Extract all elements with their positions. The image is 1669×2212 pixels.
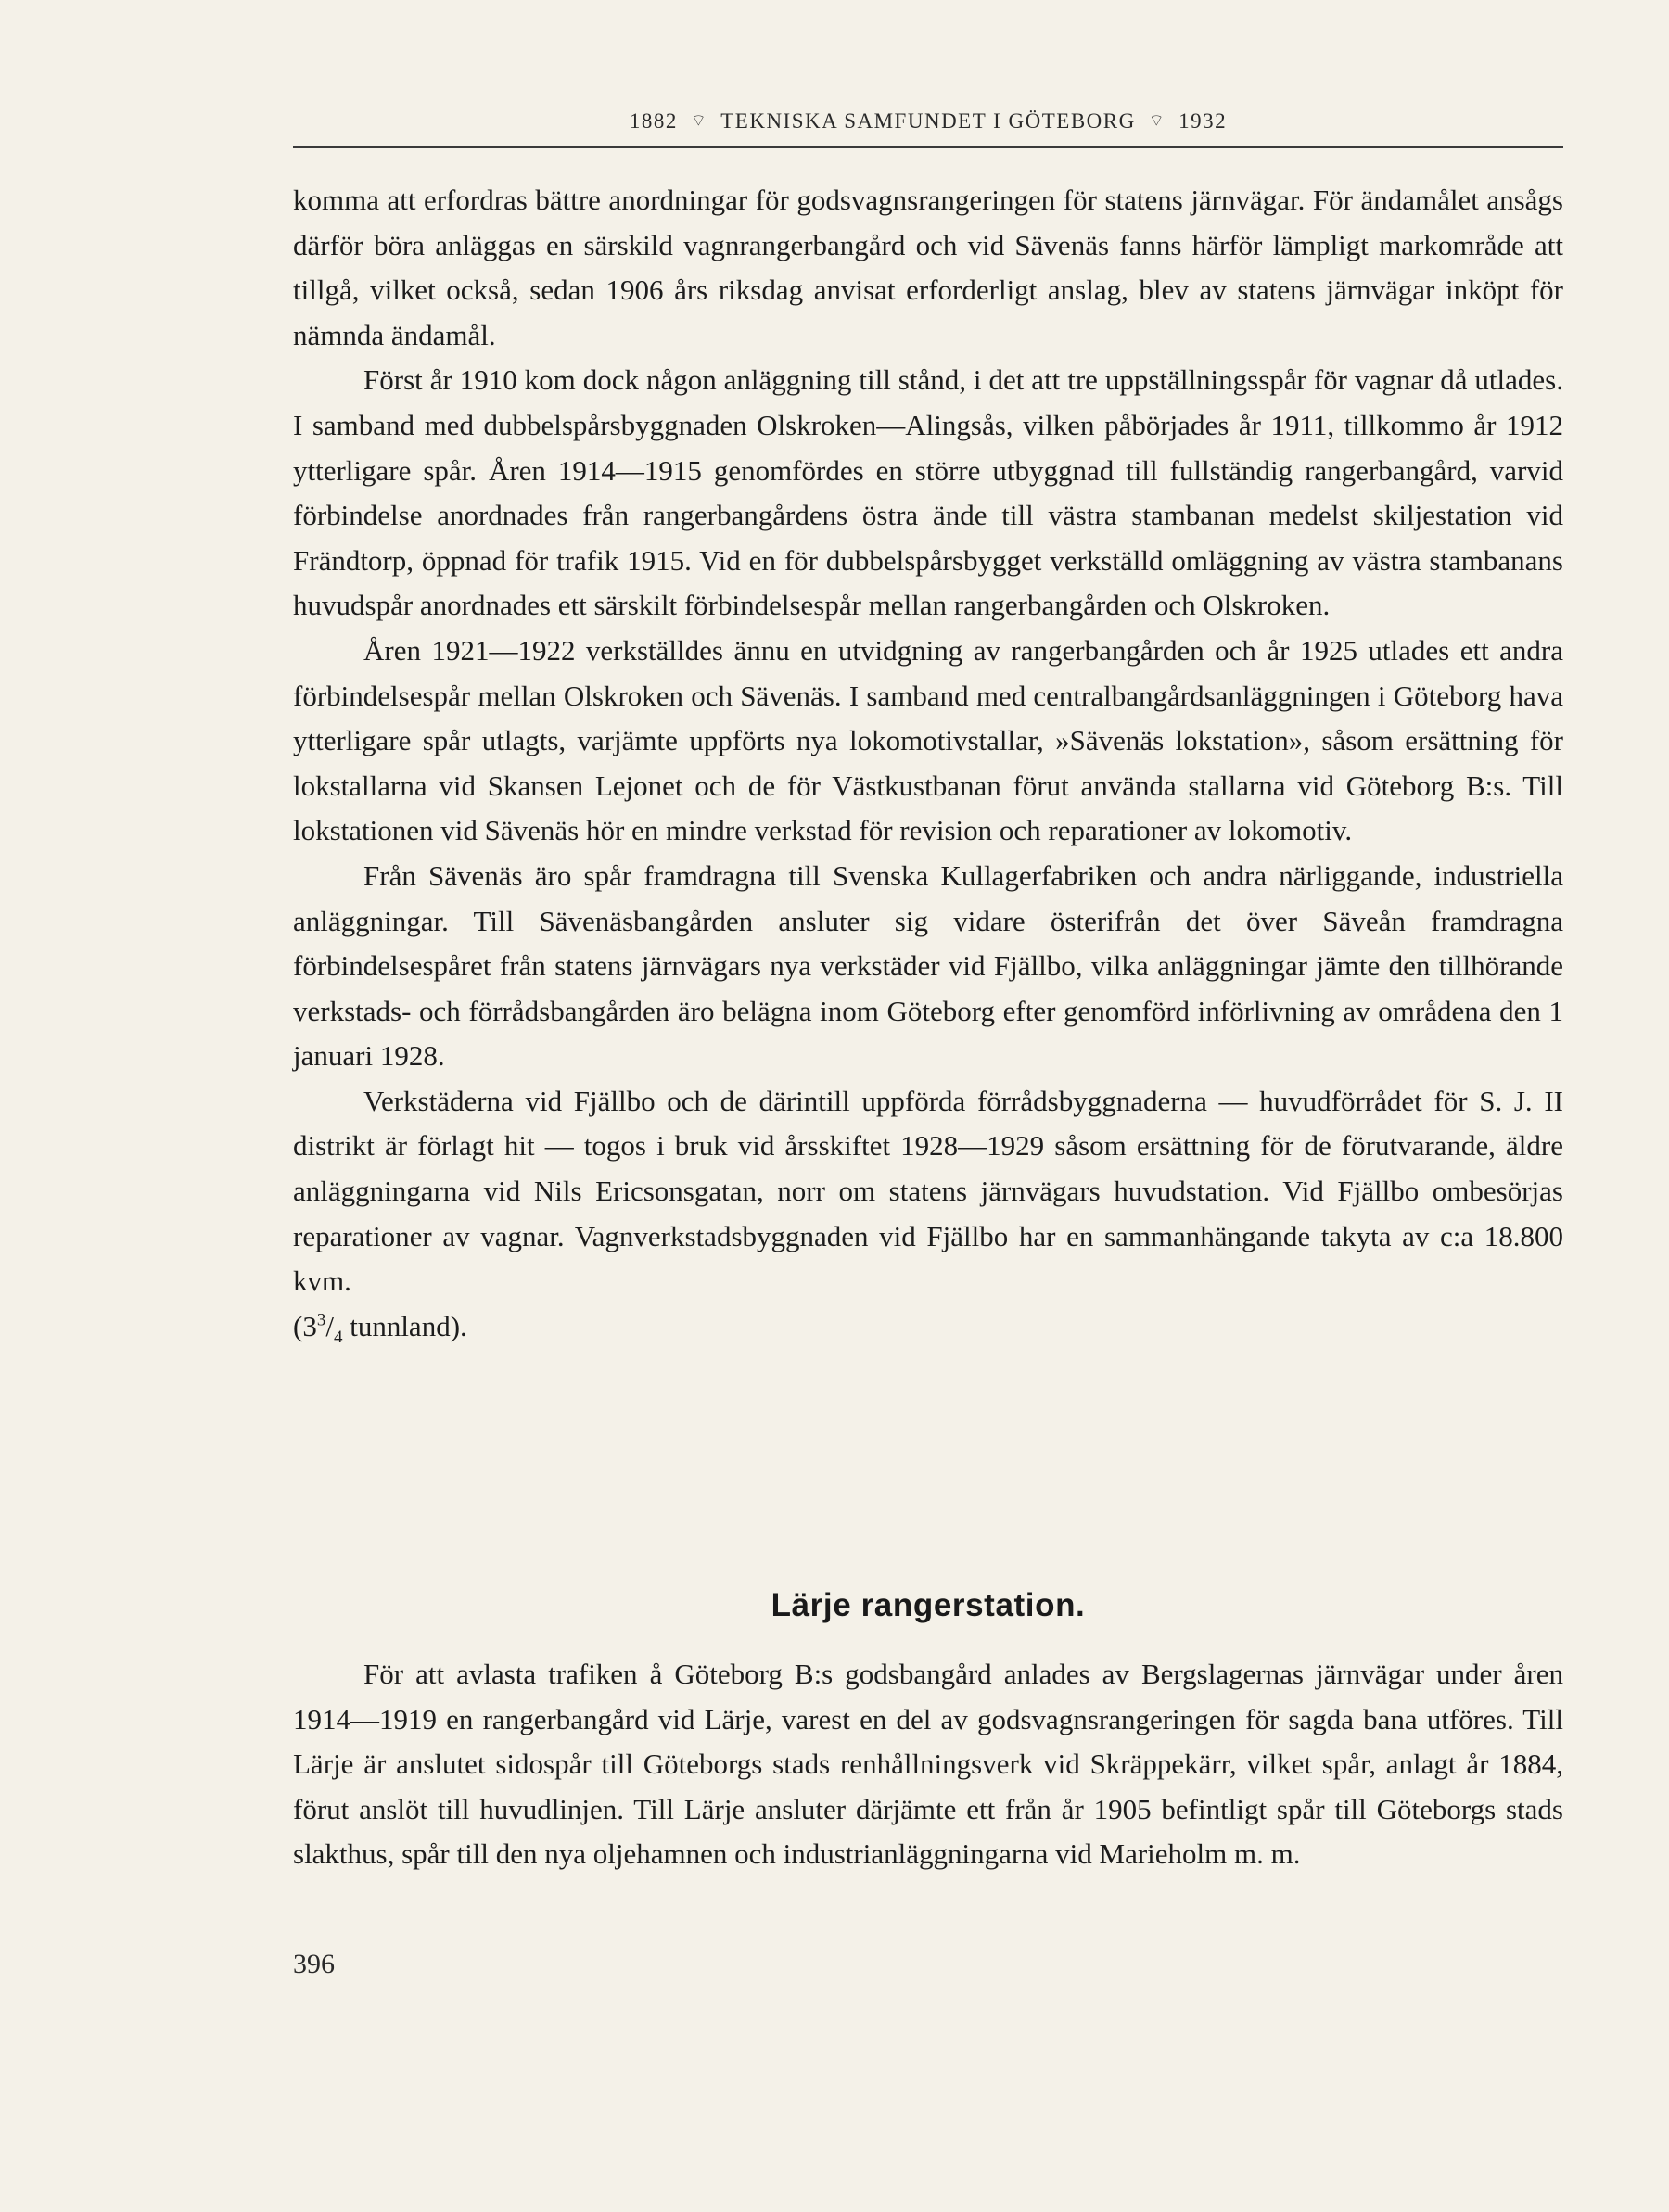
running-header [293,109,1563,133]
paragraph: Åren 1921—1922 verkställdes ännu en utvidgning av rangerbangården och år 1925 utlades ett andra förbindelsespår mellan Olskroken och Sävenäs. I samband med centralbangårdsanläggningen i Göteborg hava ytterligare spår utlagts, varjämte uppförts nya lokomotivstallar, »Sävenäs lokstation», såsom ersättning för lokstallarna vid Skansen Lejonet och de för Västkustbanan förut använda stallarna vid Göteborg B:s. Till lokstationen vid Sävenäs hör en mindre verkstad för revision och reparationer av lokomotiv. [293,633,1563,847]
header-rule [293,146,1563,148]
fraction-numerator: 3 [316,1310,326,1330]
body-text [293,178,1563,1349]
section-heading: Lärje rangerstation. [771,1587,1086,1623]
header-separator-ornament: ⌔ [1148,111,1166,130]
paragraph: För att avlasta trafiken å Göteborg B:s godsbangård anlades av Bergslagernas järnvägar under åren 1914—1919 en rangerbangård vid Lärje, varest en del av godsvagnsrangeringen för sagda bana utföres. Till Lärje är anslutet sidospår till Göteborgs stads renhållningsverk vid Skräppekärr, vilket spår, anlagt år 1884, förut anslöt till huvudlinjen. Till Lärje ansluter därjämte ett från år 1905 befintligt spår till Göteborgs stads slakthus, spår till den nya oljehamnen och industrianläggningarna vid Marieholm m. m. [293,1658,1563,1871]
header-year-end: 1932 [1178,109,1228,133]
paragraph: Verkstäderna vid Fjällbo och de därintill uppförda förrådsbyggnaderna — huvudförrådet för S. J. II distrikt är förlagt hit — togos i bruk vid årsskiftet 1928—1929 såsom ersättning för de förutvarande, äldre anläggningarna vid Nils Ericsonsgatan, norr om statens järnvägars huvudstation. Vid Fjällbo ombesörjas reparationer av vagnar. Vagnverkstadsbyggnaden vid Fjällbo har en sammanhängande takyta av c:a 18.800 kvm. [293,1084,1563,1298]
area-note: ($3^3/_4$ tunnland). [293,1309,467,1348]
section-text [293,1652,1563,1877]
paragraph: komma att erfordras bättre anordningar för godsvagnsrangeringen för statens järnvägar. För ändamålet ansågs därför böra anläggas en särskild vagnrangerbangård och vid Sävenäs fanns härför lämpligt markområde att tillgå, vilket också, sedan 1906 års riksdag anvisat erforderligt anslag, blev av statens järnvägar inköpt för nämnda ändamål. [293,184,1563,351]
paragraph: Först år 1910 kom dock någon anläggning till stånd, i det att tre uppställningsspår för vagnar då utlades. I samband med dubbelspårsbyggnaden Olskroken—Alingsås, vilken påbörjades år 1911, tillkommo år 1912 ytterligare spår. Åren 1914—1915 genomfördes en större utbyggnad till fullständig rangerbangård, varvid förbindelse anordnades från rangerbangårdens östra ände till västra stambanan medelst skiljestation vid Frändtorp, öppnad för trafik 1915. Vid en för dubbelspårsbygget verkställd omläggning av västra stambanans huvudspår anordnades ett särskilt förbindelsespår mellan rangerbangården och Olskroken. [293,363,1563,622]
paragraph: Från Sävenäs äro spår framdragna till Svenska Kullagerfabriken och andra närliggande, industriella anläggningar. Till Sävenäsbangården ansluter sig vidare österifrån det över Säveån framdragna förbindelsespåret från statens järnvägars nya verkstäder vid Fjällbo, vilka anläggningar jämte den tillhörande verkstads- och förrådsbangården äro belägna inom Göteborg efter genomförd införlivning av områdena den 1 januari 1928. [293,858,1563,1073]
page-number: 396 [293,1949,335,1979]
fraction-denominator: 4 [333,1328,343,1348]
header-separator-ornament: ⌔ [690,111,708,130]
header-title: TEKNISKA SAMFUNDET I GÖTEBORG [720,109,1136,133]
header-year-start: 1882 [629,109,678,133]
